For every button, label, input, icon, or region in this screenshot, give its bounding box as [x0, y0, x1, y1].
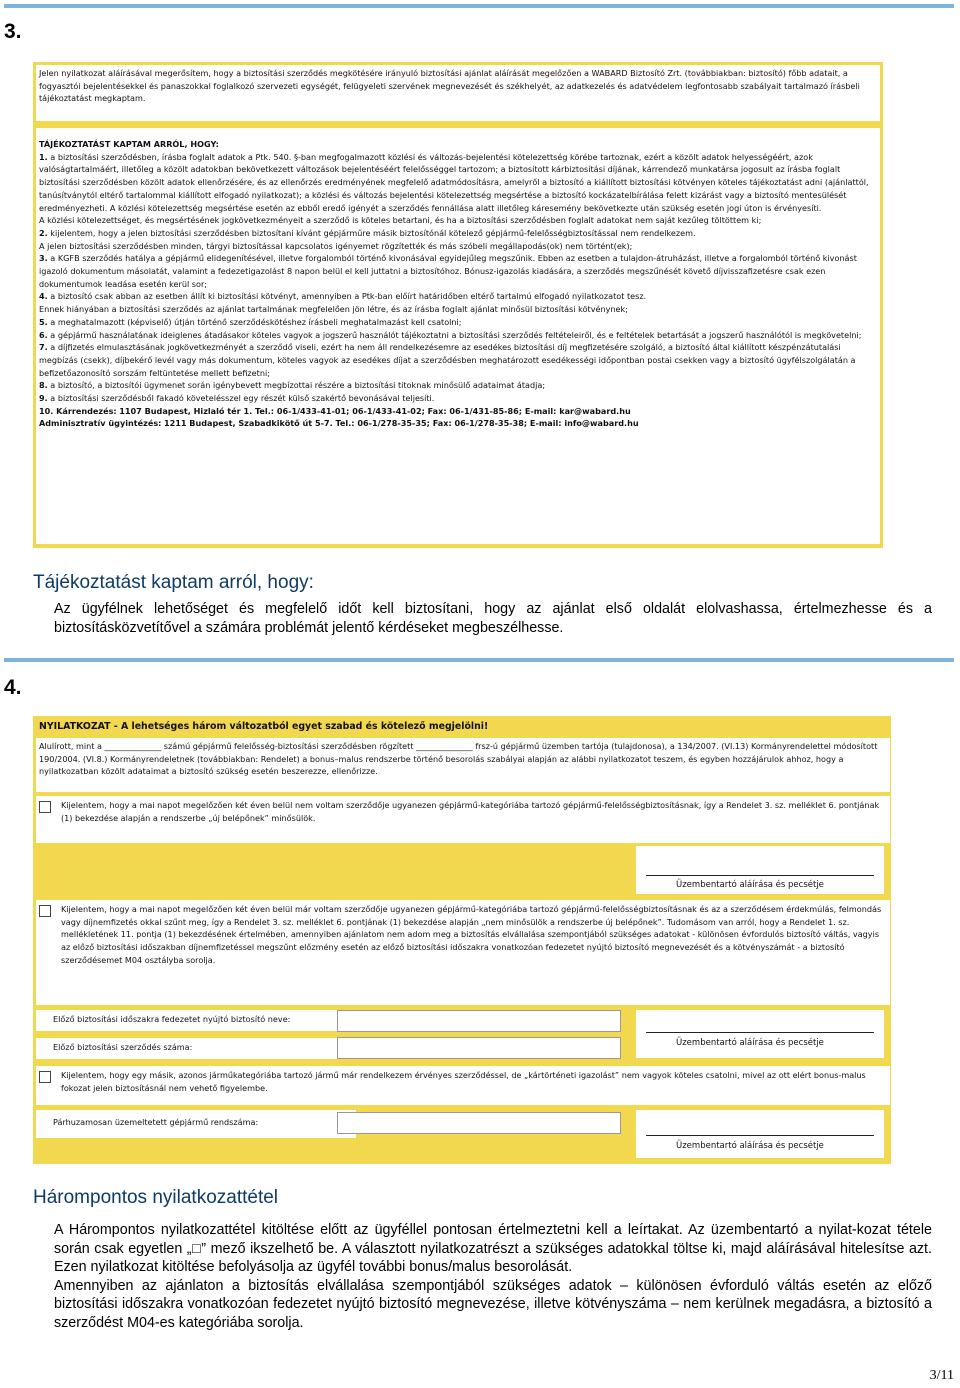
option3-signature-box — [636, 1110, 884, 1158]
info-item-number: 9. — [39, 393, 48, 404]
info-item — [39, 379, 877, 392]
section4-panel — [33, 716, 891, 1164]
info-item-number: 2. — [39, 227, 48, 238]
info-item-text: a díjfizetés elmulasztásának jogkövetkezményét a szerződő viseli, ezért ha nem áll rendelkezésemre az esedékes biztosítási díj megfizetésére szolgáló, a biztosító által kiállított készpénzátutalási megbízás (csekk), díjbekérő levél vagy más dokumentum, köteles vagyok az esedékes díjat a szerződésben meghatározott esedékességi időpontban postai csekken vagy a biztosító ügyfélszolgálatán a befizetőazonosító sorszám feltüntetése mellett befizetni; — [39, 342, 856, 378]
middle-rule — [4, 658, 954, 662]
info-item-text: a gépjármű használatának ideiglenes átadásakor köteles vagyok a jogszerű használót tájékoztatni a biztosítási szerződés feltételeiről, és e feltételek betartását a jogszerű használótól is megkövetelni; — [50, 329, 862, 340]
plate-input[interactable] — [337, 1112, 621, 1134]
info-item-text: Ennek hiányában a biztosítási szerződés az ajánlat tartalmának megfelelően jön létre, és az írásba foglalt ajánlat minősül biztosítási kötvénynek; — [39, 304, 628, 315]
info-item-text: a KGFB szerződés hatálya a gépjármű elidegenítésével, illetve forgalomból történő kivonásával egyidejűleg megszűnik. Ebben az esetben a tulajdon-átruházást, illetve a forgalomból történő kivonást igazoló dokumentum másolatát, valamint a fedezetigazolást 8 napon belül el kell juttatni a biztosítóhoz. Bónusz-igazolás kiadására, a szerződés megszűnését követő díjvisszafizetésre csak ezen dokumentumok leadása esetén kerül sor; — [39, 253, 857, 289]
info-item-number: 7. — [39, 342, 48, 353]
option1-box — [36, 796, 890, 843]
prev-contract-label-box — [36, 1038, 356, 1059]
option2-text: Kijelentem, hogy a mai napot megelőzően két éven belül már voltam szerződője ugyanezen gépjármű-kategóriába tartozó gépjármű-felelősségbiztosításnak és az a szerződésem érdekmúlás, felmondás vagy díjnemfizetés okkal szűnt meg, így a Rendelet 3. sz. melléklet 6. pontjának (1) bekezdése alapján „nem minősülök a rendszerbe új belépőnek”. Tudomásom van arról, hogy a Rendelet 1. sz. mellékletének 11. pontja (1) bekezdésének értelmében, amennyiben ajánlatom nem adom meg a biztosítás elvállalása szempontjából szükséges adatokat - különösen évfordulós biztosító váltás, vagyis az előző biztosítási időszakban díjnemfizetéssel megszűnt előzmény esetén az előző biztosítási időszakra vonatkozóan fedezetet nyújtó biztosító megnevezését és a kötvényszámát - a biztosító szerződésemet M04 osztályba sorolja. — [61, 904, 882, 965]
option3-signature-line[interactable] — [646, 1135, 874, 1136]
info-item-number: 4. — [39, 291, 48, 302]
triple-paragraph-2: Amennyiben az ajánlaton a biztosítás elvállalása szempontjából szükséges adatok – különösen évforduló váltás esetén az előző biztosítási időszakra vonatkozóan fedezetet nyújtó biztosító megnevezése, illetve kötvényszáma – nem kerülnek megadásra, a biztosító a szerződést M04-es kategóriába sorolja. — [54, 1277, 932, 1331]
info-item — [39, 341, 877, 379]
top-rule — [4, 4, 954, 8]
karrendezes-label: 10. Kárrendezés: — [39, 405, 117, 416]
info-item — [39, 240, 877, 253]
section3-box-title: TÁJÉKOZTATÁST KAPTAM ARRÓL, HOGY: — [39, 139, 219, 149]
info-item-text: a meghatalmazott (képviselő) útján történő szerződéskötéshez írásbeli meghatalmazást kell csatolni; — [50, 316, 462, 327]
option3-text: Kijelentem, hogy egy másik, azonos járműkategóriába tartozó jármű már rendelkezem érvényes szerződéssel, de „kártörténeti igazolást” nem vagyok köteles csatolni, mivel az ott elért bonus-malus fokozat jelen biztosításnál nem vehető figyelembe. — [61, 1070, 866, 1093]
info-item — [39, 252, 877, 290]
prev-insurer-label: Előző biztosítási időszakra fedezetet nyújtó biztosító neve: — [53, 1014, 291, 1024]
info-item — [39, 151, 877, 215]
info-item-number: 8. — [39, 380, 48, 391]
option1-signature-box — [636, 846, 884, 894]
section3-body — [54, 600, 932, 637]
info-item — [39, 290, 877, 303]
info-item-text: a biztosító csak abban az esetben állít ki biztosítási kötvényt, amennyiben a Ptk-ban előírt határidőben eltérő tartalmú elfogadó nyilatkozatot tesz. — [50, 291, 647, 302]
option1-signature-line[interactable] — [646, 875, 874, 876]
section-number-3: 3. — [4, 20, 22, 43]
option3-box — [36, 1066, 890, 1105]
info-item — [39, 392, 877, 405]
info-item-text: a biztosítási szerződésben, írásba foglalt adatok a Ptk. 540. §-ban megfogalmazott közlési és változás-bejelentési kötelezettség körébe tartoznak, ezért a közölt adatok helyességéért, azok valóságtartalmáért, illetőleg a közölt adatokban bekövetkezett változások bejelentéséért felelősséggel tartozom; a biztosított kárbiztosítási díjának, kárrendező munkatársa jogosult az írásba foglalt biztosítási szerződésben közölt adatok ellenőrzésére, és az ellenőrzés eredményének megfelelő adatmódosításra, amelyről a biztosító a kiállított biztosítási kötvényen köteles tájékoztatást adni (ajánlattól, tanúsítványtól eltérő tartalommal kiállított elfogadó nyilatkozat); a közlési és változás bejelentési kötelezettség megsértése a biztosító kockázatelbírálása felett kizárást vagy a biztosító mentesülését eredményezheti. A közlési kötelezettség megsértése esetén az ebből eredő igényét a szerződés fennállása alatt illetőleg káresemény bekövetkezte után szükség esetén jogi úton is érvényesíti. — [39, 151, 869, 213]
section3-info-box — [36, 128, 880, 544]
info-item — [39, 303, 877, 316]
section3-item-list — [39, 151, 877, 405]
info-item — [39, 214, 877, 227]
section3-body-text: Az ügyfélnek lehetőséget és megfelelő időt kell biztosítani, hogy az ajánlat első oldalát elolvashassa, értelmezhesse és a biztosításközvetítővel a számára problémát jelentő kérdéseket megbeszélhesse. — [54, 601, 932, 636]
info-item-number: 5. — [39, 316, 48, 327]
info-item-text: a biztosító, a biztosítói ügymenet során igénybevett megbízottai részére a biztosítási titoknak minősülő adataimat átadja; — [50, 380, 546, 391]
info-item-text: a biztosítási szerződésből fakadó követelésszel egy részét külső szakértő bevonásával teljesíti. — [50, 393, 435, 404]
info-item-text: kijelentem, hogy a jelen biztosítási szerződésben biztosítani kívánt gépjárműre másik biztosítónál kötelező gépjármű-felelősségbiztosítással nem rendelkezem. — [50, 227, 696, 238]
page-number: 3/11 — [929, 1368, 954, 1383]
section3-intro: Jelen nyilatkozat aláírásával megerősítem, hogy a biztosítási szerződés megkötésére irányuló biztosítási ajánlat aláírását megelőzően a WABARD Biztosító Zrt. (továbbiakban: biztosító) főbb adatait, a fogyasztói bejelentésekkel és panaszokkal foglalkozó szervezeti egységét, felügyeleti szervének megnevezését és székhelyét, az adatkezelés és adatvédelem legfontosabb szabályait tartalmazó írásbeli tájékoztatást megkaptam. — [39, 68, 860, 104]
declaration-title-text: NYILATKOZAT - A lehetséges három változatból egyet szabad és kötelező megjelölni! — [39, 721, 489, 732]
option1-checkbox[interactable] — [39, 801, 51, 813]
prev-insurer-input[interactable] — [337, 1010, 621, 1032]
info-item — [39, 316, 877, 329]
info-item — [39, 329, 877, 342]
section3-panel — [33, 62, 883, 548]
option1-text: Kijelentem, hogy a mai napot megelőzően két éven belül nem voltam szerződője ugyanezen gépjármű-kategóriába tartozó gépjármű-felelősségbiztosításnak, így a Rendelet 3. sz. melléklet 6. pontjának (1) bekezdése alapján a rendszerbe „új belépőnek” minősülök. — [61, 800, 880, 823]
admin-label: Adminisztratív ügyintézés: — [39, 418, 162, 429]
triple-body — [54, 1221, 932, 1332]
plate-label: Párhuzamosan üzemeltetett gépjármű rendszáma: — [53, 1117, 259, 1127]
declaration-intro-box — [36, 738, 890, 792]
info-item-number: 6. — [39, 329, 48, 340]
option2-signature-label: Üzembentartó aláírása és pecsétje — [676, 1038, 824, 1048]
triple-paragraph-1: A Hárompontos nyilatkozattétel kitöltése előtt az ügyféllel pontosan értelmeztetni kell a leírtakat. Az üzembentartó a nyilat-kozat tétele során csak egyetlen „□” mező ikszelhető be. A választott nyilatkozatrészt a szükséges adatokkal töltse ki, majd aláírásával hitelesítse azt. Ezen nyilatkozat kitöltése befolyásolja az ügyfél további bonus/malus besorolását. — [54, 1222, 932, 1275]
info-item-text: A közlési kötelezettséget, és megsértésének jogkövetkezményeit a szerződő is köteles betartani, és ha a biztosítási szerződésben foglalt adatokat nem saját kezűleg töltöttem ki; — [39, 215, 762, 226]
karrendezes-text: 1107 Budapest, Hizlaló tér 1. Tel.: 06-1/433-41-01; 06-1/433-41-02; Fax: 06-1/431-85-86; E-mail: kar@wabard.hu — [119, 405, 631, 416]
option2-checkbox[interactable] — [39, 905, 51, 917]
option3-signature-label: Üzembentartó aláírása és pecsétje — [676, 1141, 824, 1151]
prev-contract-input[interactable] — [337, 1037, 621, 1059]
info-item-number: 3. — [39, 253, 48, 264]
info-item-text: A jelen biztosítási szerződésben minden, tárgyi biztosítással kapcsolatos igényemet rögzítették és más szóbeli megállapodás(ok) nem történt(ek); — [39, 240, 633, 251]
prev-insurer-label-box — [36, 1010, 356, 1031]
section-number-4: 4. — [4, 676, 22, 699]
karrendezes-line — [39, 405, 877, 418]
admin-text: 1211 Budapest, Szabadkikötő út 5-7. Tel.: 06-1/278-35-35; Fax: 06-1/278-35-38; E-mail: info@wabard.hu — [163, 418, 639, 429]
option3-checkbox[interactable] — [39, 1071, 51, 1083]
option2-box — [36, 900, 890, 1005]
info-item — [39, 227, 877, 240]
plate-label-box — [36, 1110, 356, 1138]
prev-contract-label: Előző biztosítási szerződés száma: — [53, 1042, 193, 1052]
option2-signature-box — [636, 1010, 884, 1058]
section3-heading: Tájékoztatást kaptam arról, hogy: — [33, 572, 314, 593]
triple-heading: Hárompontos nyilatkozattétel — [33, 1187, 279, 1208]
option1-signature-label: Üzembentartó aláírása és pecsétje — [676, 880, 824, 890]
declaration-intro: Alulírott, mint a ______________ számú gépjármű felelősség-biztosítási szerződésben rögzített ______________ frsz-ú gépjármű üzemben tartója (tulajdonosa), a 134/2007. (VI.13) Kormányrendelettel módosított 190/2004. (VI.8.) Kormányrendeletnek (továbbiakban: Rendelet) a bonus–malus rendszerbe történő besorolás szabályai alapján az alábbi nyilatkozatot teszem, és egyben hozzájárulok ahhoz, hogy a nyilatkozatban közölt adataimat a biztosító szükség esetén beszerezze, ellenőrizze. — [39, 741, 878, 777]
admin-line — [39, 417, 877, 430]
option2-signature-line[interactable] — [646, 1032, 874, 1033]
declaration-title — [36, 719, 884, 737]
info-item-number: 1. — [39, 151, 48, 162]
section3-intro-box — [36, 65, 880, 121]
